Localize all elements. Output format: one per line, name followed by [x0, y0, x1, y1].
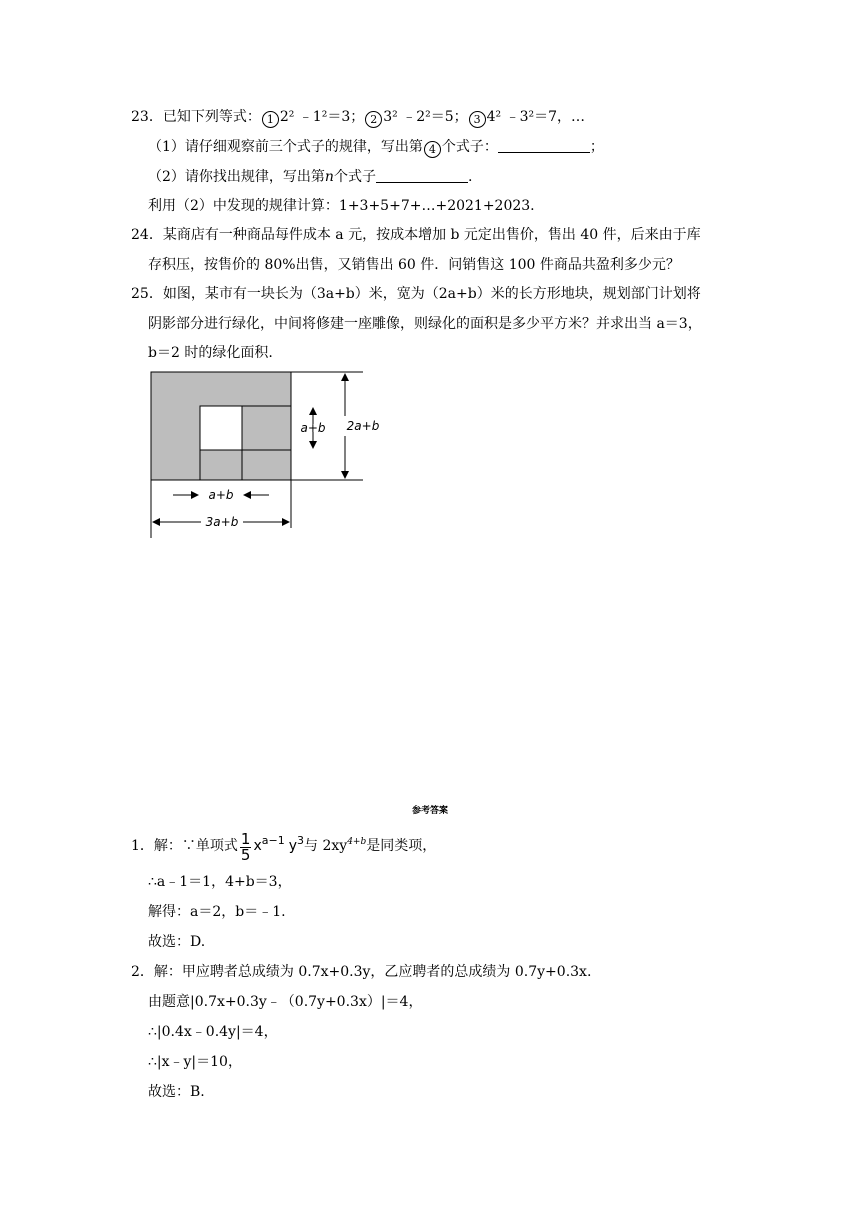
q23-part1-text2: 个式子： [441, 139, 498, 155]
answers-heading: 参考答案 [411, 806, 448, 816]
label-inner-width: a+b [208, 488, 234, 502]
mono-exp2: 3 [297, 834, 305, 847]
q24-line1 [131, 225, 701, 245]
q23-line1 [131, 107, 585, 128]
a1-line1 [131, 832, 436, 863]
answer-blank-1[interactable] [498, 138, 590, 153]
mono-x: x [253, 838, 262, 854]
q25-line2: 阴影部分进行绿化，中间将修建一座雕像，则绿化的面积是多少平方米？并求出当 a＝3， [148, 316, 702, 332]
q23-eq3: 4² ﹣3²＝7，… [486, 109, 586, 125]
a2-line1 [131, 962, 591, 982]
q23-eq2: 3² ﹣2²＝5； [383, 109, 468, 125]
a1-text-a: 解：∵单项式 [153, 838, 238, 854]
fraction-one-fifth [240, 832, 252, 863]
answer-blank-2[interactable] [376, 168, 468, 183]
mono-exp1: a−1 [261, 834, 285, 847]
label-outer-height: 2a+b [346, 419, 380, 433]
frac-den: 5 [240, 846, 251, 864]
q23-eq1: 2² ﹣1²＝3； [279, 109, 365, 125]
q24-line2: 存积压，按售价的 80%出售，又销售出 60 件．问销售这 100 件商品共盈利多少元？ [148, 257, 680, 273]
circled-4: 4 [424, 141, 441, 158]
q25-figure [145, 366, 380, 546]
q23-part2-end: . [467, 169, 473, 185]
q25-text1: 如图，某市有一块长为（3a+b）米，宽为（2a+b）米的长方形地块，规划部门计划将 [162, 286, 701, 302]
a2-text1: 解：甲应聘者总成绩为 0.7x+0.3y，乙应聘者的总成绩为 0.7y+0.3x. [153, 964, 592, 980]
circled-2: 2 [365, 111, 382, 128]
mono-y: y [288, 838, 298, 854]
q23-part1-end: ； [589, 139, 604, 155]
q23-part2-text: （2）请你找出规律，写出第 [148, 169, 325, 185]
q23-stem: 已知下列等式： [162, 109, 261, 125]
circled-1: 1 [262, 111, 279, 128]
a1-text-b: 与 2xy [304, 838, 348, 854]
q23-part1-text: （1）请仔细观察前三个式子的规律，写出第 [148, 139, 423, 155]
a2-line2: 由题意|0.7x+0.3y﹣（0.7y+0.3x）|＝4， [148, 994, 423, 1010]
label-outer-width: 3a+b [205, 515, 239, 529]
q24-number: 24． [131, 227, 163, 243]
a1-line2: ∴a﹣1＝1，4+b＝3， [148, 874, 292, 890]
q23-part2-n: n [324, 169, 334, 185]
q25-line1 [131, 284, 701, 304]
circled-3: 3 [469, 111, 486, 128]
q23-use: 利用（2）中发现的规律计算：1+3+5+7+…+2021+2023. [148, 198, 535, 214]
a1-exp: 4+b [347, 837, 367, 847]
q23-part1 [148, 137, 604, 158]
q24-text1: 某商店有一种商品每件成本 a 元，按成本增加 b 元定出售价，售出 40 件，后来由于库 [162, 227, 701, 243]
a2-line4: ∴|x﹣y|＝10， [148, 1054, 242, 1070]
label-inner-height: a+b [300, 421, 326, 435]
q23-part2-text2: 个式子 [333, 169, 376, 185]
a1-line4: 故选：D. [148, 934, 206, 950]
frac-num: 1 [240, 830, 251, 848]
q25-number: 25． [131, 286, 163, 302]
statue-square [200, 406, 242, 450]
a1-text-c: 是同类项， [366, 838, 437, 854]
q25-line3: b＝2 时的绿化面积. [148, 345, 273, 361]
a2-line3: ∴|0.4x﹣0.4y|＝4， [148, 1024, 278, 1040]
a2-line5: 故选：B. [148, 1084, 205, 1100]
q23-number: 23． [131, 109, 163, 125]
a1-line3: 解得：a＝2，b＝﹣1. [148, 904, 286, 920]
a2-number: 2． [131, 964, 154, 980]
q23-part2 [148, 167, 472, 187]
a1-number: 1． [131, 838, 154, 854]
